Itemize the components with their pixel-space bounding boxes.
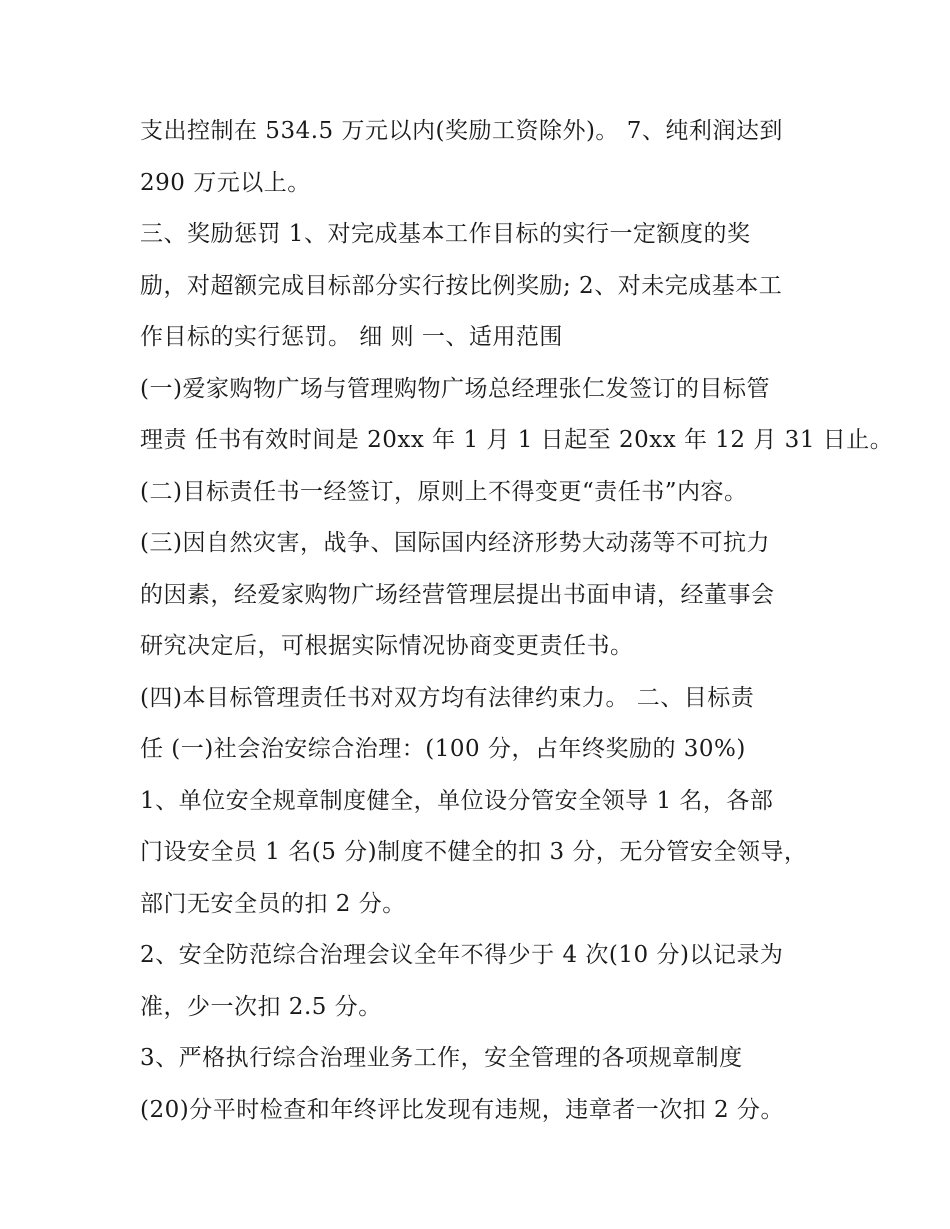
- text-line: 290 万元以上。: [140, 169, 311, 196]
- text-line: 3、严格执行综合治理业务工作，安全管理的各项规章制度: [140, 1045, 743, 1071]
- text-line: 支出控制在 534.5 万元以内(奖励工资除外)。 7、纯利润达到: [140, 118, 783, 144]
- text-line: (二)目标责任书一经签订，原则上不得变更“责任书”内容。: [140, 478, 748, 505]
- text-line: (一)爱家购物广场与管理购物广场总经理张仁发签订的目标管: [140, 375, 770, 402]
- text-line: 部门无安全员的扣 2 分。: [140, 890, 406, 917]
- text-line: 1、单位安全规章制度健全，单位设分管安全领导 1 名，各部: [140, 787, 774, 814]
- text-line: 三、奖励惩罚 1、对完成基本工作目标的实行一定额度的奖: [140, 221, 751, 247]
- text-line: 理责 任书有效时间是 20xx 年 1 月 1 日起至 20xx 年 12 月 31 日止。: [140, 427, 894, 453]
- text-line: 研究决定后，可根据实际情况协商变更责任书。: [140, 633, 634, 659]
- text-line: (三)因自然灾害，战争、国际国内经济形势大动荡等不可抗力: [140, 530, 770, 556]
- text-line: 的因素，经爱家购物广场经营管理层提出书面申请，经董事会: [140, 581, 775, 608]
- document-body: [140, 106, 894, 1136]
- text-line: 任 (一)社会治安综合治理：(100 分，占年终奖励的 30%): [140, 736, 746, 762]
- text-line: 作目标的实行惩罚。 细 则 一、适用范围: [140, 324, 563, 350]
- text-line: (20)分平时检查和年终评比发现有违规，违章者一次扣 2 分。: [140, 1096, 784, 1123]
- text-line: 2、安全防范综合治理会议全年不得少于 4 次(10 分)以记录为: [140, 942, 784, 968]
- text-line: 励，对超额完成目标部分实行按比例奖励; 2、对未完成基本工: [140, 272, 783, 299]
- text-line: 准，少一次扣 2.5 分。: [140, 993, 382, 1020]
- text-line: 门设安全员 1 名(5 分)制度不健全的扣 3 分，无分管安全领导，: [140, 839, 808, 865]
- text-line: (四)本目标管理责任书对双方均有法律约束力。 二、目标责: [140, 684, 755, 711]
